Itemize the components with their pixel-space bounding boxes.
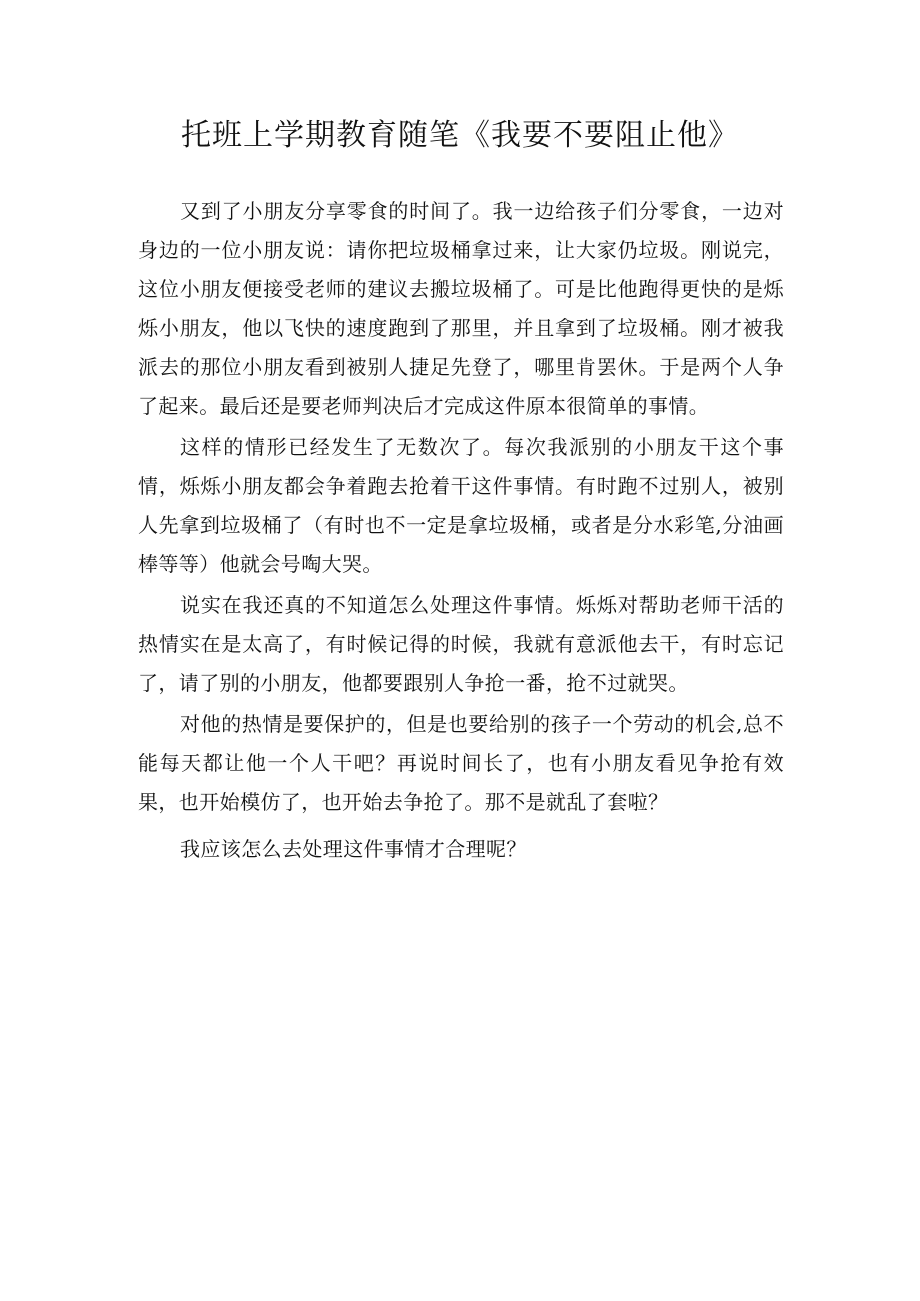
paragraph-1: 又到了小朋友分享零食的时间了。我一边给孩子们分零食，一边对身边的一位小朋友说：请你把垃圾桶拿过来，让大家仍垃圾。刚说完，这位小朋友便接受老师的建议去搬垃圾桶了。可是比他跑得更快的是烁烁小朋友，他以飞快的速度跑到了那里，并且拿到了垃圾桶。刚才被我派去的那位小朋友看到被别人捷足先登了，哪里肯罢休。于是两个人争了起来。最后还是要老师判决后才完成这件原本很简单的事情。: [138, 199, 784, 418]
document-title: 托班上学期教育随笔《我要不要阻止他》: [181, 118, 739, 153]
paragraph-5: 我应该怎么去处理这件事情才合理呢？: [180, 837, 527, 861]
document-body: [138, 192, 784, 871]
paragraph-2: 这样的情形已经发生了无数次了。每次我派别的小朋友干这个事情，烁烁小朋友都会争着跑去抢着干这件事情。有时跑不过别人，被别人先拿到垃圾桶了（有时也不一定是拿垃圾桶，或者是分水彩笔,分油画棒等等）他就会号啕大哭。: [138, 435, 784, 576]
paragraph-4: 对他的热情是要保护的，但是也要给别的孩子一个劳动的机会,总不能每天都让他一个人干吧？再说时间长了，也有小朋友看见争抢有效果，也开始模仿了，也开始去争抢了。那不是就乱了套啦？: [138, 712, 784, 814]
paragraph-3: 说实在我还真的不知道怎么处理这件事情。烁烁对帮助老师干活的热情实在是太高了，有时候记得的时候，我就有意派他去干，有时忘记了，请了别的小朋友，他都要跟别人争抢一番，抢不过就哭。: [138, 593, 784, 695]
